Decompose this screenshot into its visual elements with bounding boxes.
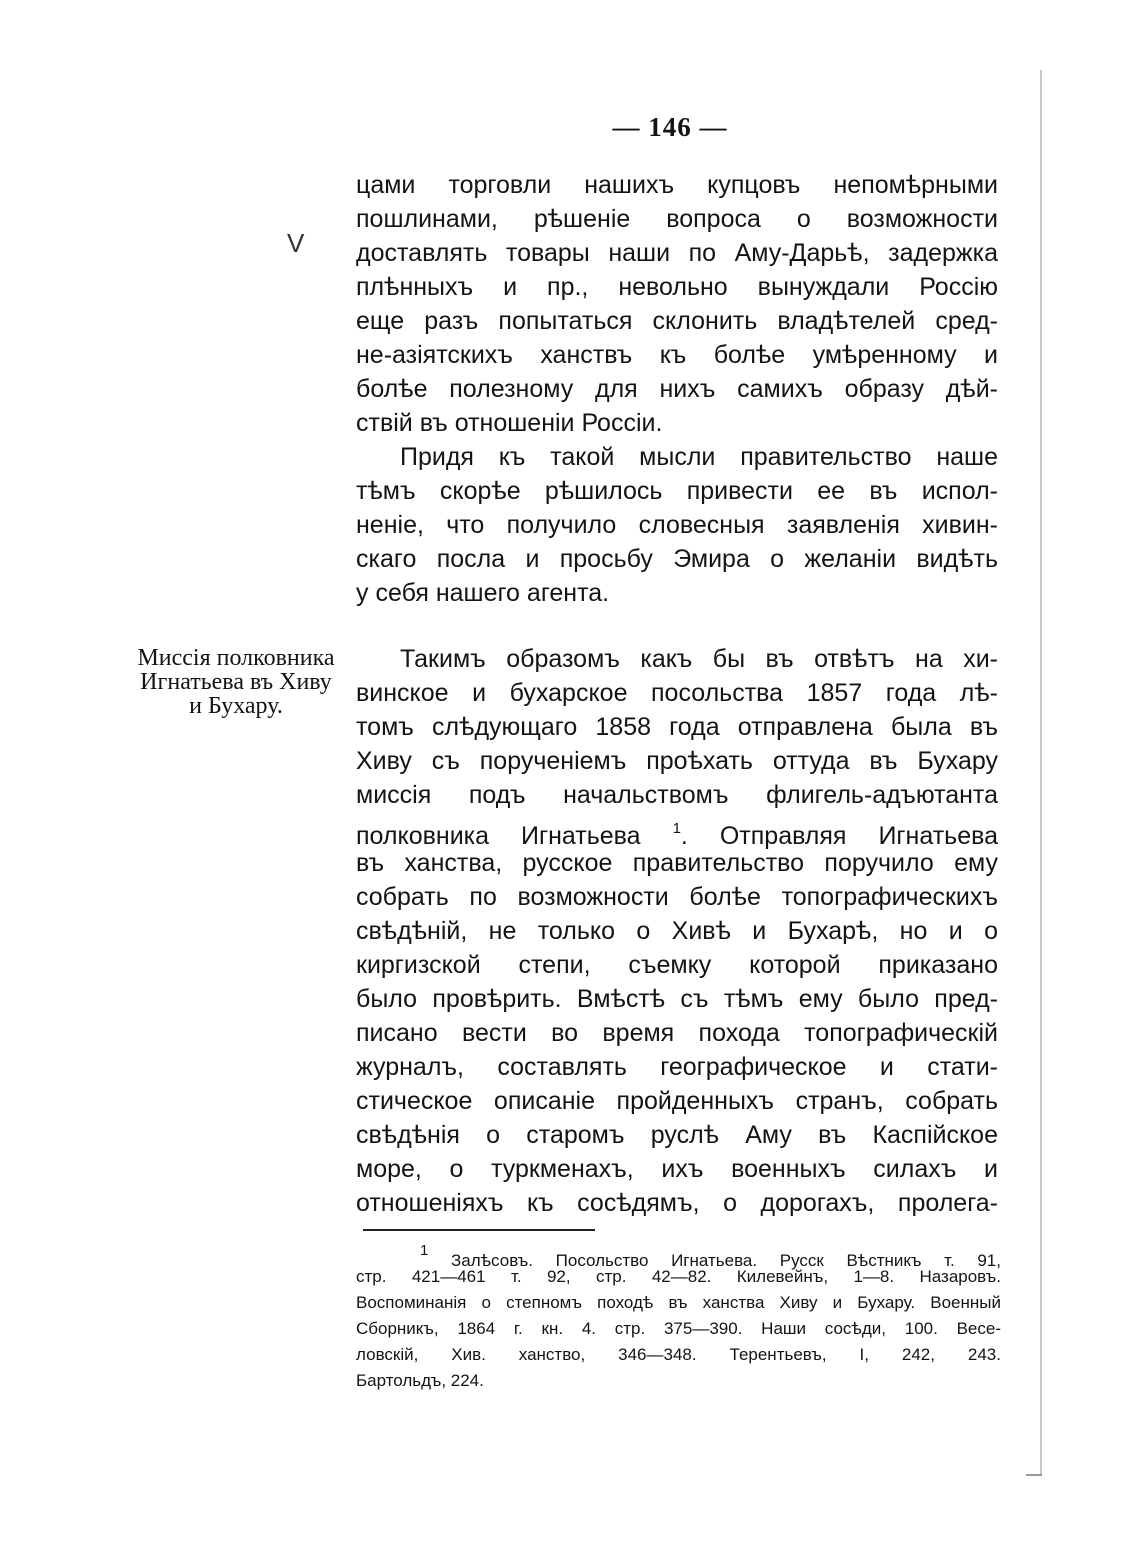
text-line: журналъ, составлять географическое и стати-: [356, 1053, 998, 1081]
text-segment: полковника Игнатьева: [356, 822, 641, 850]
text-line: Придя къ такой мысли правительство наше: [400, 443, 998, 471]
footnote-line: стр. 421—461 т. 92, стр. 42—82. Килевейнъ, 1—8. Назаровъ.: [356, 1267, 1001, 1286]
text-line: не-азіятскихъ ханствъ къ болѣе умѣренному и: [356, 341, 998, 369]
text-line: было провѣрить. Вмѣстѣ съ тѣмъ ему было пред-: [356, 985, 998, 1013]
sidenote-line: Миссія полковника: [137, 645, 335, 671]
footnote-separator: [363, 1229, 595, 1231]
text-line: [356, 812, 998, 850]
text-line: море, о туркменахъ, ихъ военныхъ силахъ и: [356, 1155, 998, 1183]
sidenote-line: и Бухару.: [189, 693, 283, 719]
text-line: плѣнныхъ и пр., невольно вынуждали Россію: [356, 273, 998, 301]
text-line: тѣмъ скорѣе рѣшилось привести ее въ испол-: [356, 477, 998, 505]
footnote-line: Бартольдъ, 224.: [356, 1371, 484, 1390]
footnote-line: ловскій, Хив. ханство, 346—348. Терентьевъ, I, 242, 243.: [356, 1345, 1001, 1364]
footnote-line: Сборникъ, 1864 г. кн. 4. стр. 375—390. Наши сосѣди, 100. Весе-: [356, 1319, 1001, 1338]
footnote-line: [356, 1238, 1001, 1270]
footnote-marker: 1: [420, 1242, 429, 1259]
text-line: въ ханства, русское правительство поручило ему: [356, 849, 998, 877]
text-line: цами торговли нашихъ купцовъ непомѣрными: [356, 171, 998, 199]
sidenote-line: Игнатьева въ Хиву: [140, 669, 332, 695]
text-line: томъ слѣдующаго 1858 года отправлена была въ: [356, 713, 998, 741]
text-segment: . Отправляя Игнатьева: [680, 822, 998, 850]
text-line: стическое описаніе пройденныхъ странъ, собрать: [356, 1087, 998, 1115]
text-line: винское и бухарское посольства 1857 года лѣ-: [356, 679, 998, 707]
text-line: болѣе полезному для нихъ самихъ образу дѣй-: [356, 375, 998, 403]
footnote-line: Воспоминанія о степномъ походѣ въ ханства Хиву и Бухару. Военный: [356, 1293, 1001, 1312]
text-line: свѣдѣній, не только о Хивѣ и Бухарѣ, но и о: [356, 917, 998, 945]
text-line: пошлинами, рѣшеніе вопроса о возможности: [356, 205, 998, 233]
text-line: еще разъ попытаться склонить владѣтелей сред-: [356, 307, 998, 335]
text-line: доставлять товары наши по Аму-Дарьѣ, задержка: [356, 239, 998, 267]
text-line: у себя нашего агента.: [356, 579, 610, 607]
page-number: — 146 —: [612, 112, 728, 142]
text-line: отношеніяхъ къ сосѣдямъ, о дорогахъ, пролега-: [356, 1189, 998, 1217]
text-line: Такимъ образомъ какъ бы въ отвѣтъ на хи-: [400, 645, 998, 673]
text-line: Хиву съ порученіемъ проѣхать оттуда въ Бухару: [356, 747, 998, 775]
page-edge-line: [1040, 70, 1042, 1475]
text-line: ствій въ отношеніи Россіи.: [356, 409, 663, 437]
footnote-reference: 1: [672, 820, 681, 837]
text-line: неніе, что получило словесныя заявленія хивин-: [356, 511, 998, 539]
text-line: миссія подъ начальствомъ флигель-адъютанта: [356, 781, 998, 809]
margin-check-mark: V: [287, 228, 305, 258]
text-line: скаго посла и просьбу Эмира о желаніи видѣть: [356, 545, 998, 573]
text-line: свѣдѣнія о старомъ руслѣ Аму въ Каспійское: [356, 1121, 998, 1149]
footnote-text: Залѣсовъ. Посольство Игнатьева. Русск Вѣстникъ т. 91,: [450, 1251, 1001, 1270]
text-line: собрать по возможности болѣе топографическихъ: [356, 883, 998, 911]
margin-sidenote: [118, 646, 354, 718]
page-edge-foot-mark: [1026, 1474, 1042, 1476]
text-line: киргизской степи, съемку которой приказано: [356, 951, 998, 979]
text-line: писано вести во время похода топографическій: [356, 1019, 998, 1047]
